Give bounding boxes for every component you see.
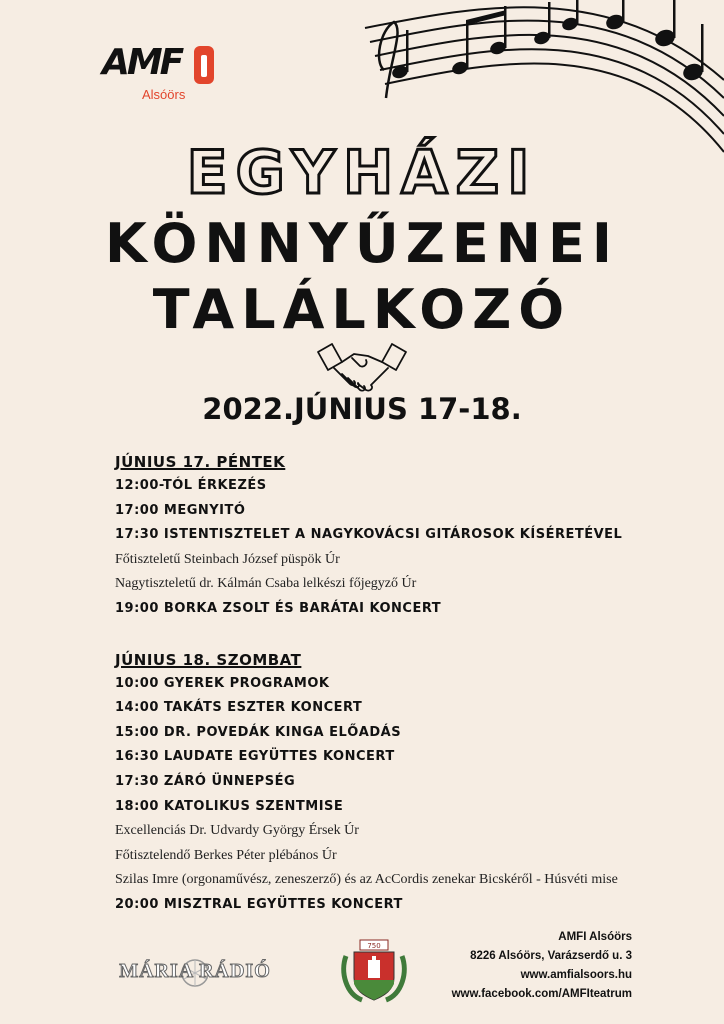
contact-address: 8226 Alsóörs, Varázserdő u. 3 (470, 950, 632, 962)
logo-location: Alsóörs (142, 87, 186, 102)
program-item: 17:30 ISTENTISZTELET A NAGYKOVÁCSI GITÁROSOK KÍSÉRETÉVEL (115, 527, 623, 543)
contact-info (452, 928, 632, 1004)
program-item: 15:00 DR. POVEDÁK KINGA ELŐADÁS (115, 724, 402, 740)
schedule (115, 450, 705, 918)
contact-name: AMFI Alsóörs (558, 931, 632, 943)
program-item: 10:00 GYEREK PROGRAMOK (115, 675, 330, 691)
handshake-icon (316, 340, 408, 392)
day-heading: JÚNIUS 18. SZOMBAT (115, 650, 302, 669)
event-date: 2022.JÚNIUS 17-18. (202, 392, 522, 426)
program-item: 17:30 ZÁRÓ ÜNNEPSÉG (115, 773, 296, 789)
program-item: 14:00 TAKÁTS ESZTER KONCERT (115, 700, 363, 716)
logo-i-mark (194, 46, 214, 84)
program-item: 19:00 BORKA ZSOLT ÉS BARÁTAI KONCERT (115, 600, 442, 616)
program-note: Szilas Imre (orgonaművész, zeneszerző) és az AcCordis zenekar Bicskéről - Húsvéti mise (115, 872, 618, 888)
logo-brand: AMF (102, 42, 182, 83)
title-line-2: KÖNNYŰZENEI (105, 212, 619, 275)
contact-facebook[interactable]: www.facebook.com/AMFIteatrum (451, 988, 632, 1000)
coat-of-arms-icon (340, 938, 408, 1004)
program-note: Nagytiszteletű dr. Kálmán Csaba lelkészi főjegyző Úr (115, 576, 417, 592)
title-line-1: EGYHÁZI (186, 138, 538, 208)
title-line-3: TALÁLKOZÓ (152, 278, 572, 341)
program-item: 20:00 MISZTRAL EGYÜTTES KONCERT (115, 896, 403, 912)
program-item: 18:00 KATOLIKUS SZENTMISE (115, 798, 344, 814)
crest-year: 750 (367, 942, 381, 950)
contact-website[interactable]: www.amfialsoors.hu (520, 969, 632, 981)
program-item: 17:00 MEGNYITÓ (115, 502, 246, 518)
program-note: Excellenciás Dr. Udvardy György Érsek Úr (115, 823, 359, 839)
program-item: 12:00-TÓL ÉRKEZÉS (115, 478, 267, 493)
program-item: 16:30 LAUDATE EGYÜTTES KONCERT (115, 749, 395, 765)
program-note: Főtiszteletű Steinbach József püspök Úr (115, 551, 340, 567)
program-note: Főtisztelendő Berkes Péter plébános Úr (115, 847, 337, 863)
maria-radio-logo (114, 957, 276, 989)
radio-name: MÁRIA RÁDIÓ (119, 960, 271, 982)
amfi-logo (102, 42, 222, 104)
day-heading: JÚNIUS 17. PÉNTEK (115, 453, 286, 471)
